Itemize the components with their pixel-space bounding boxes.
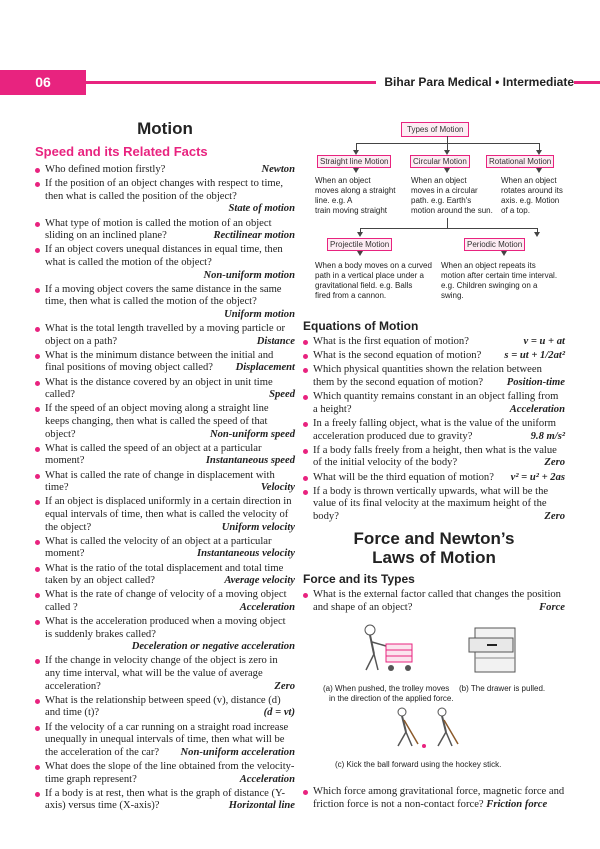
hockey-kick-illustration [388,706,468,754]
list-item [35,695,295,720]
list-item [35,403,295,441]
answer-text: Zero [544,510,565,522]
arrow-icon [357,251,363,256]
speed-qa-list [35,164,295,813]
question-text: What is the first equation of motion? [313,336,469,347]
question-text: If a moving object covers the same distance in the same time, then what is called the motion of the object? [45,283,282,308]
answer-text: Acceleration [239,601,295,613]
circular-motion-box: Circular Motion [410,155,470,168]
force-qa-2 [303,786,565,811]
answer-text: Non-uniform motion [203,269,295,281]
answer-text: State of motion [228,203,295,215]
list-item [35,178,295,216]
list-item [35,470,295,495]
arrow-icon [536,168,542,173]
list-item [35,377,295,402]
question-text: What is the second equation of motion? [313,350,482,362]
question-text: If a body is at rest, then what is the graph of distance (Y-axis) versus time (X-axis)? [45,787,286,812]
list-item [35,284,295,322]
list-item: What is the external factor called that changes the position and shape of an object? Force [303,589,565,614]
periodic-motion-box: Periodic Motion [464,238,525,251]
question-text: What is the minimum distance between the initial and final positions of moving object called? [45,349,274,374]
page-header [0,70,600,95]
question-text: If an object covers unequal distances in equal time, then what is called the motion of the object? [45,244,283,268]
question-text: What does the slope of the line obtained from the velocity-time graph represent? [45,761,295,785]
list-item [35,589,295,614]
question-text: What is the ratio of the total displacement and total time taken by an object called? [45,562,284,587]
list-item [35,244,295,282]
header-title: Bihar Para Medical • Intermediate [376,72,574,92]
answer-text: v² = u² + 2as [510,471,565,483]
types-of-motion-diagram [303,118,565,312]
question-text: What is the rate of change of velocity of a moving object called ? [45,589,287,613]
arrow-icon [353,168,359,173]
circular-motion-description: When an object moves in a circular path. e.g. Earth's motion around the sun. [411,176,493,215]
list-item [35,616,295,654]
section-title-motion: Motion [137,119,193,138]
equations-title: Equations of Motion [303,319,419,333]
answer-text: Zero [274,680,295,692]
question-text: Which physical quantities shown the relation between them by the second equation of motion? [313,364,542,388]
right-column [303,118,565,813]
list-item [303,486,565,524]
answer-text: Horizontal line [228,800,295,812]
straight-line-motion-box: Straight line Motion [317,155,391,168]
answer-text: Position-time [506,376,565,388]
list-item [303,445,565,470]
answer-text: Non-uniform acceleration [180,746,295,758]
list-item: Which force among gravitational force, magnetic force and friction force is not a non-contact force? Friction force [303,786,565,811]
force-types-title: Force and its Types [303,572,415,587]
arrow-icon [357,232,363,237]
force-figure [303,616,565,786]
connector [447,218,448,228]
answer-text: Speed [269,389,295,401]
trolley-push-illustration [358,622,418,680]
list-item [35,788,295,813]
answer-text: Acceleration [509,403,565,415]
question-text: If a body falls freely from a height, then what is the value of the initial velocity of the body? [313,444,557,469]
question-text: What is the total length travelled by a moving particle or object on a path? [45,323,286,347]
question-text: What type of motion is called the motion of an object sliding on an inclined plane? [45,217,272,242]
list-item [35,536,295,561]
projectile-motion-box: Projectile Motion [327,238,392,251]
arrow-icon [534,232,540,237]
list-item [303,418,565,443]
page-number: 06 [0,70,86,95]
list-item [35,496,295,534]
rotational-motion-description: When an object rotates around its axis. e.g. Motion of a top. [501,176,563,215]
answer-text: s = ut + 1/2at² [504,350,565,362]
caption-a: (a) When pushed, the trolley moves in the direction of the applied force. [323,684,454,704]
question-text: In a freely falling object, what is the value of the uniform acceleration produced due to gravity? [313,417,556,442]
equations-qa-list [303,336,565,523]
list-item [303,364,565,389]
question-text: Which quantity remains constant in an object falling from a height? [313,391,559,415]
answer-text: Instantaneous speed [205,455,295,467]
answer-text: Zero [544,457,565,469]
list-item [35,218,295,243]
question-text: What will be the third equation of motion? [313,471,494,483]
question-text: If a body is thrown vertically upwards, what will be the value of its final velocity at the maximum height of the body? [313,485,549,522]
projectile-motion-description: When a body moves on a curved path in a vertical place under a gravitational field. e.g. Balls fired from a cannon. [315,261,432,300]
connector [360,228,538,229]
list-item [35,350,295,375]
question-text: What is called the rate of change in displacement with time? [45,469,275,494]
question-text: If the velocity of a car running on a straight road increase unequally in unequal intervals of time, then what will be the acceleration of the car? [45,721,289,758]
answer-text: Rectilinear motion [213,230,295,242]
list-item [35,164,295,177]
left-column [35,118,295,815]
answer-text: Uniform velocity [221,521,295,533]
answer-text: Deceleration or negative acceleration [131,641,295,653]
answer-text: Non-uniform speed [209,428,295,440]
question-text: What is called the velocity of an object at a particular moment? [45,535,272,560]
question-text: If an object is displaced uniformly in a certain direction in equal intervals of time, then what is called the velocity of the object? [45,496,292,533]
force-section-title: Force and Newton’s Laws of Motion [353,529,515,568]
answer-text: Uniform motion [224,308,295,320]
arrow-icon [501,251,507,256]
list-item [35,722,295,760]
question-text: What is called the speed of an object at a particular moment? [45,442,262,467]
question-text: If the position of an object changes with respect to time, then what is called the position of the object? [45,178,283,202]
force-qa-1 [303,589,565,614]
list-item [303,472,565,485]
answer-text: Instantaneous velocity [197,548,295,560]
periodic-motion-description: When an object repeats its motion after certain time interval. e.g. Children swinging on a swing. [441,261,558,300]
question-text: If the change in velocity change of the object is zero in any time interval, what will be the value of average acceleration? [45,655,278,692]
answer-text: Distance [256,335,295,347]
list-item [303,391,565,416]
caption-c: (c) Kick the ball forward using the hockey stick. [335,760,502,770]
list-item [303,350,565,363]
answer-text: (d = vt) [263,707,295,719]
answer-text: Acceleration [239,773,295,785]
question-text: What is the relationship between speed (v), distance (d) and time (t)? [45,694,281,719]
list-item [35,443,295,468]
list-item [35,761,295,786]
rotational-motion-box: Rotational Motion [486,155,554,168]
answer-text: Displacement [235,362,295,374]
answer-text: Velocity [260,482,295,494]
straight-line-motion-description: When an object moves along a straight line. e.g. A train moving straight [315,176,396,215]
drawer-pull-illustration [467,624,525,676]
diagram-root-box: Types of Motion [401,122,469,137]
arrow-icon [444,168,450,173]
answer-text: Newton [261,164,295,175]
list-item [35,563,295,588]
subsection-title-speed: Speed and its Related Facts [35,144,208,159]
question-text: What is the acceleration produced when a moving object is suddenly brakes called? [45,616,286,640]
caption-b: (b) The drawer is pulled. [459,684,546,694]
question-text: Who defined motion firstly? [45,164,166,175]
list-item [303,336,565,349]
list-item [35,323,295,348]
answer-text: v = u + at [523,336,565,347]
answer-text: Average velocity [224,575,295,587]
question-text: If the speed of an object moving along a straight line keeps changing, then what is called the speed of that object? [45,403,269,440]
question-text: What is the distance covered by an object in unit time called? [45,376,273,401]
answer-text: 9.8 m/s² [530,430,565,442]
list-item [35,655,295,693]
